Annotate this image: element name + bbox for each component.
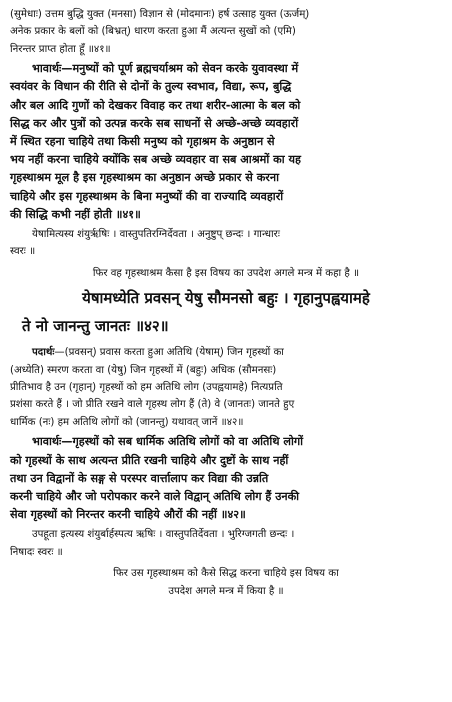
text-line: तथा उन विद्वानों के सङ्ग से परस्पर वार्त्तालाप कर विद्या की उन्नति [10, 471, 269, 485]
text-line: स्वरः ॥ [10, 246, 36, 258]
padartha-label: पदार्थः [32, 347, 55, 359]
mantra-meta-42 [10, 226, 442, 261]
text-line: उपहूता इत्यस्य शंयुर्बार्हस्पत्य ऋषिः । वास्तुपतिर्देवता । भुरिग्जगती छन्दः । [32, 529, 295, 541]
text-line: भय नहीं करना चाहिये क्योंकि सब अच्छे व्यवहार वा सब आश्रमों का यह [10, 153, 301, 167]
text-line: चाहिये और इस गृहस्थाश्रम के बिना मनुष्यों की वा राज्यादि व्यवहारों [10, 189, 284, 203]
text-line: और बल आदि गुणों को देखकर विवाह कर तथा शरीर-आत्मा के बल को [10, 98, 301, 112]
text-line: येषामित्यस्य शंयुर्ऋषिः । वास्तुपतिरग्निर्देवता । अनुष्टुप् छन्दः । गान्धारः [32, 229, 280, 241]
text-line: सिद्ध कर और पुत्रों को उत्पन्न करके सब साधनों से अच्छे-अच्छे व्यवहारों [10, 116, 299, 130]
topic-intro-43 [10, 565, 442, 600]
text-line: (अध्येति) स्मरण करता वा (येषु) जिन गृहस्थों में (बहुः) अधिक (सौमनसः) [10, 364, 277, 376]
topic-intro: फिर वह गृहस्थाश्रम कैसा है इस विषय का उपदेश अगले मन्त्र में कहा है ॥ [92, 267, 360, 279]
text-line: प्रशंसा करते हैं । जो प्रीति रखने वाले गृहस्थ लोग हैं (ते) वे (जानतः) जानते हुए [10, 399, 295, 411]
text-line: धार्मिक (नः) हम अतिथि लोगों को (जानन्तु) यथावत् जानें ॥४२॥ [10, 416, 244, 428]
text-line: भावार्थः—मनुष्यों को पूर्ण ब्रह्मचर्याश्रम को सेवन करके युवावस्था में [32, 62, 299, 76]
text-line: की सिद्धि कभी नहीं होती ॥४१॥ [10, 207, 141, 221]
bhavartha-label: भावार्थः [32, 62, 62, 76]
text-line: निषादः स्वरः ॥ [10, 546, 63, 558]
text-line: को गृहस्थों के साथ अत्यन्त प्रीति रखनी चाहिये और दुष्टों के साथ नहीं [10, 453, 289, 467]
text-line: पदार्थः—(प्रवसन्) प्रवास करता हुआ अतिथि (येषाम्) जिन गृहस्थों का [32, 347, 284, 359]
text-line: अनेक प्रकार के बलों को (बिभ्रत्) धारण करता हुआ मैं अत्यन्त सुखों को (एमि) [10, 26, 296, 38]
mantra-line: येषामध्येति प्रवसन् येषु सौमनसो बहुः । गृहानुपह्वयामहे [82, 289, 370, 308]
text-line: गृहस्थाश्रम मूल है इस गृहस्थाश्रम का अनुष्ठान अच्छे प्रकार से करना [10, 171, 279, 185]
mantra-meta-43 [10, 526, 442, 561]
text-line: सेवा गृहस्थों को निरन्तर करनी चाहिये औरों की नहीं ॥४२॥ [10, 508, 246, 522]
text-line: (सुमेधाः) उत्तम बुद्धि युक्त (मनसा) विज्ञान से (मोदमानः) हर्ष उत्साह युक्त (ऊर्जम्) [10, 9, 310, 20]
text-line: स्वयंवर के विधान की रीति से दोनों के तुल्य स्वभाव, विद्या, रूप, बुद्धि [10, 80, 292, 94]
padartha-section-42 [10, 344, 442, 431]
text-line: फिर उस गृहस्थाश्रम को कैसे सिद्ध करना चाहिये इस विषय का [113, 568, 339, 580]
mantra-line: ते नो जानन्तु जानतः ॥४२॥ [22, 317, 169, 336]
bhavartha-section-41 [10, 60, 442, 224]
padartha-continuation [10, 6, 442, 58]
mantra-42 [10, 284, 442, 340]
text-line: में स्थित रहना चाहिये तथा किसी मनुष्य को गृहाश्रम के अनुष्ठान से [10, 135, 275, 149]
text-line: भावार्थः—गृहस्थों को सब धार्मिक अतिथि लोगों को वा अतिथि लोगों [32, 435, 304, 449]
text-line: प्रीतिभाव है उन (गृहान्) गृहस्थों को हम अतिथि लोग (उपह्वयामहे) नित्यप्रति [10, 382, 283, 394]
bhavartha-label: भावार्थः [32, 435, 62, 449]
text-line: करनी चाहिये और जो परोपकार करने वाले विद्वान् अतिथि लोग हैं उनकी [10, 489, 300, 503]
text-line: निरन्तर प्राप्त होता हूँ ॥४१॥ [10, 43, 111, 55]
bhavartha-section-42 [10, 433, 442, 524]
text-line: उपदेश अगले मन्त्र में किया है ॥ [168, 585, 284, 597]
